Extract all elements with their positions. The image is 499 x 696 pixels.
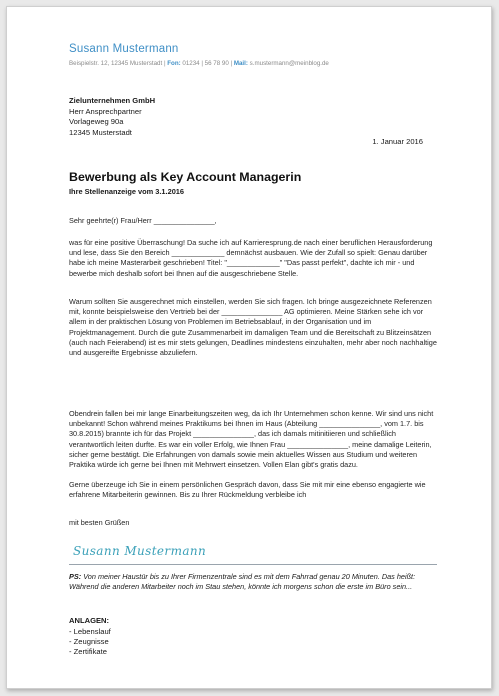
body-paragraph-2: Warum sollten Sie ausgerechnet mich einstellen, werden Sie sich fragen. Ich bringe ausgezeichnete Referenzen mit, konnte beispielsweise den Vertrieb bei der _______________ AG optimieren. Meine Stärken sehe ich vor allem in der praktischen Lösung von Problemen im Betriebsablauf, in der Organisation und im Projektmanagement. Durch die gute Zusammenarbeit im damaligen Team und die Bereitschaft zu Blitzeinsätzen (auch nach Feierabend) ist es mir stets gelungen, Deadlines mindestens einzuhalten, mehr aber noch nachhaltige und ausgereifte Ergebnisse abzuliefern. (69, 297, 437, 358)
attachments-list (69, 627, 111, 658)
mail-label: Mail: (233, 60, 248, 67)
letter-date: 1. Januar 2016 (372, 137, 423, 146)
attachment-item: - Lebenslauf (69, 627, 111, 636)
salutation: Sehr geehrte(r) Frau/Herr _______________, (69, 216, 217, 225)
recipient-contact: Herr Ansprechpartner (69, 106, 142, 116)
letter-page (6, 6, 492, 689)
body-paragraph-1: was für eine positive Überraschung! Da suche ich auf Karrieresprung.de nach einer beruflichen Herausforderung und lese, dass Sie den Bereich _____________ demnächst ausbauen. Wie der Zufall so spielt: Genau darüber habe ich meine Masterarbeit geschrieben! Titel: "_____________" "Das passt perfekt", dachte ich mir - und bewerbe mich deshalb sofort bei Ihnen auf die ausgeschriebene Stelle. (69, 238, 433, 278)
recipient-city: 12345 Musterstadt (69, 127, 132, 137)
attachment-item: - Zeugnisse (69, 637, 109, 647)
closing: mit besten Grüßen (69, 518, 130, 527)
attachment-item: - Zertifikate (69, 647, 107, 657)
sender-address: Beispielstr. 12, 12345 Musterstadt (69, 60, 163, 67)
body-paragraph-3: Obendrein fallen bei mir lange Einarbeitungszeiten weg, da ich Ihr Unternehmen schon kenne. Wir sind uns nicht unbekannt! Schon während meines Praktikums bei Ihnen im Haus (Abteilung _______________, vom 1.7. bis 30.8.2015) brannte ich für das Projekt _______________, das ich damals mitinitiieren und schließlich verantwortlich leiten durfte. Es war ein voller Erfolg, wie Ihnen Frau _______________, meine damalige Leiterin, sicher gerne bestätigt. Die Erfahrungen von damals sowie mein aktuelles Wissen aus Studium und weiteren Praktika würde ich gerne bei Ihnen mit Mehrwert einsetzen. Vollen Elan gibt's gratis dazu. (69, 409, 434, 470)
handwritten-signature: Susann Mustermann (73, 544, 207, 558)
letter-subject: Bewerbung als Key Account Managerin (69, 170, 302, 184)
sender-name: Susann Mustermann (69, 43, 179, 55)
recipient-street: Vorlageweg 90a (69, 117, 124, 127)
postscript (69, 572, 439, 592)
ps-text: Von meiner Haustür bis zu Ihrer Firmenzentrale sind es mit dem Fahrrad genau 20 Minuten. Das heißt: Während die anderen Mitarbeiter noch im Stau stehen, könnte ich morgens schon die erste im Büro sein... (69, 572, 416, 592)
sender-contact-line: Beispielstr. 12, 12345 Musterstadt | Fon: 01234 | 56 78 90 | Mail: s.mustermann@meinblog.de (69, 60, 329, 67)
recipient-company: Zielunternehmen GmbH (69, 96, 156, 105)
ps-label: PS: (69, 572, 82, 581)
phone-label: Fon: (167, 60, 181, 67)
body-paragraph-4: Gerne überzeuge ich Sie in einem persönlichen Gespräch davon, dass Sie mit mir eine ebenso engagierte wie erfahrene Mitarbeiterin gewinnen. Bis zu Ihrer Rückmeldung verbleibe ich (69, 480, 426, 500)
sender-phone: 01234 | 56 78 90 (182, 60, 229, 67)
recipient-address (69, 96, 155, 138)
subject-reference: Ihre Stellenanzeige vom 3.1.2016 (69, 187, 185, 196)
sender-email: s.mustermann@meinblog.de (249, 60, 329, 67)
attachments-title: ANLAGEN: (69, 616, 110, 625)
ps-divider (69, 564, 437, 565)
